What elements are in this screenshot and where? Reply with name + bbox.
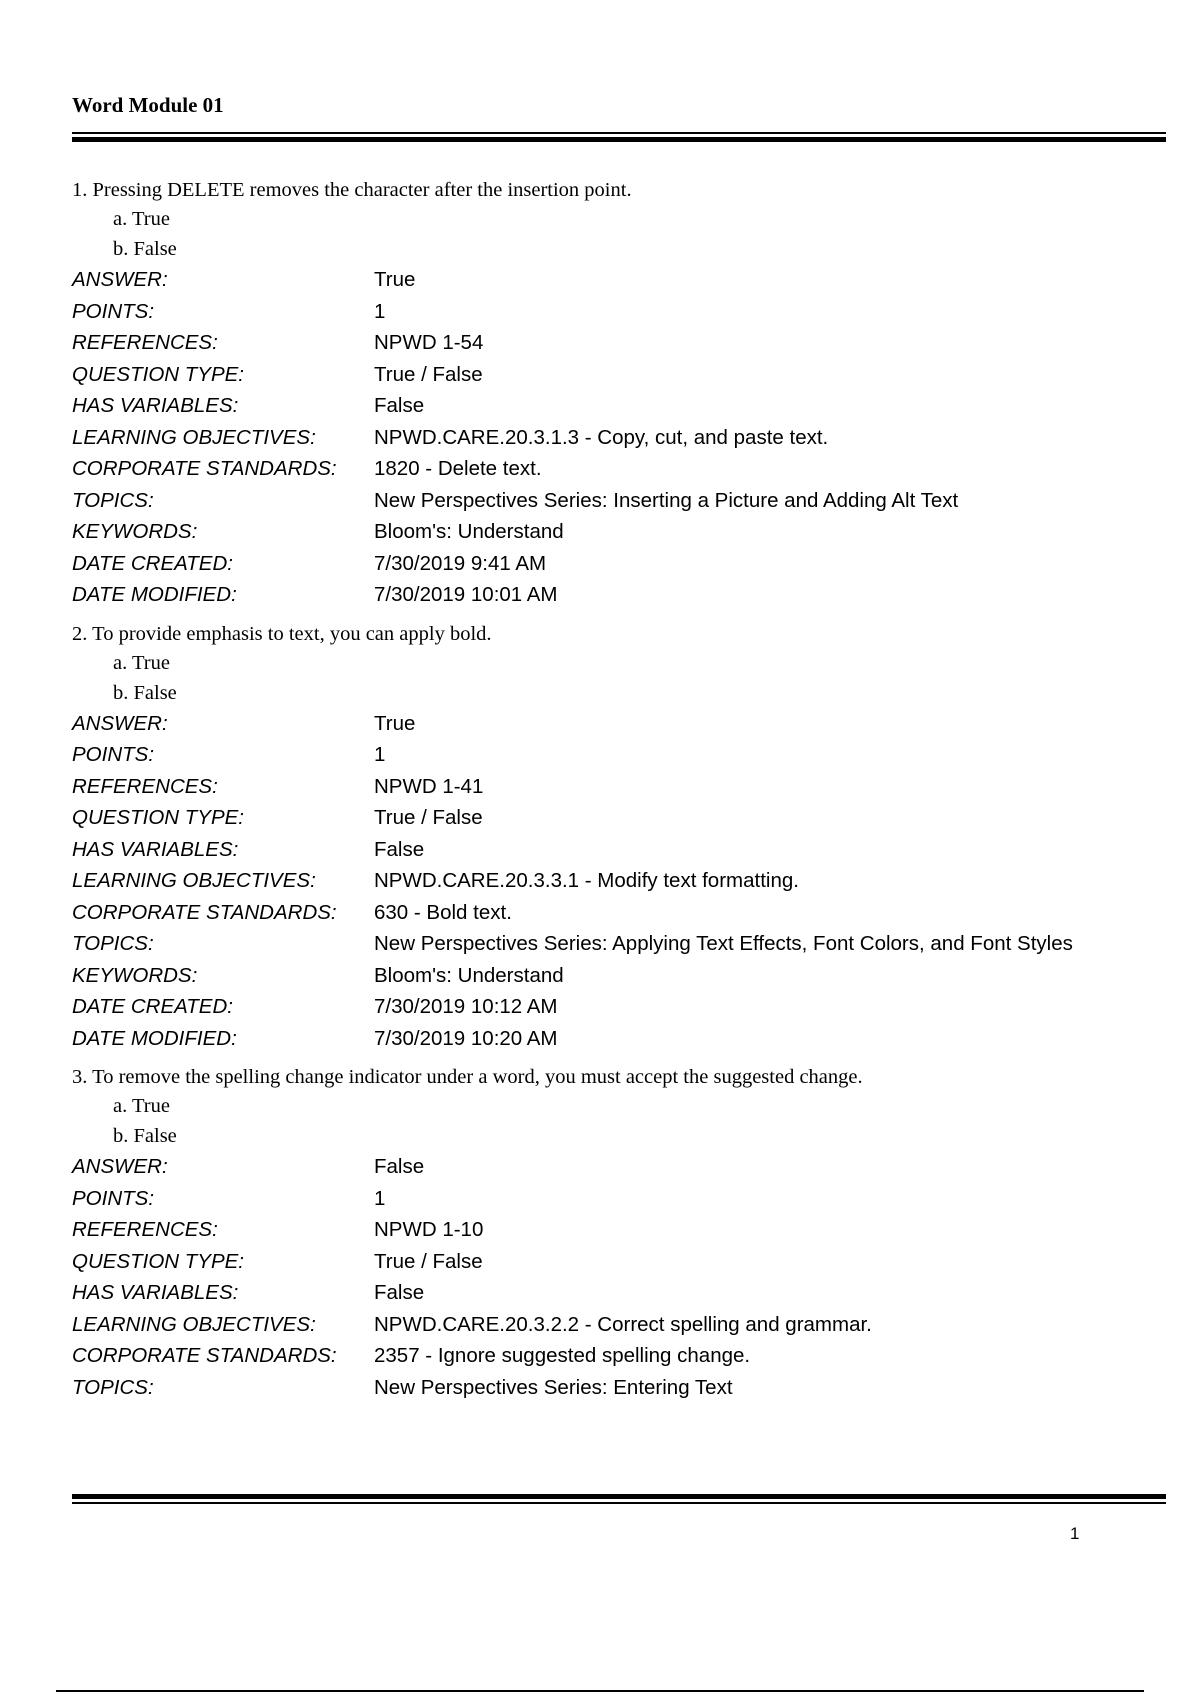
question-block [72,176,1166,611]
metadata-label: ANSWER: [72,1155,168,1178]
metadata-value: True / False [374,362,483,386]
metadata-value: Bloom's: Understand [374,520,564,543]
metadata-label: DATE MODIFIED: [72,583,237,606]
metadata-row [72,485,1166,517]
metadata-row [72,834,1166,866]
metadata-label: DATE CREATED: [72,995,233,1018]
metadata-value: False [374,1155,425,1178]
metadata-label: POINTS: [72,743,155,766]
page-number: 1 [1070,1524,1080,1543]
metadata-label: KEYWORDS: [72,520,198,543]
metadata-value: 7/30/2019 10:01 AM [374,583,558,606]
metadata-row [72,296,1166,328]
document-title: Word Module 01 [72,93,224,117]
page-footer [72,1494,1166,1504]
metadata-label: CORPORATE STANDARDS: [72,1344,337,1367]
metadata-value: False [374,1281,425,1304]
metadata-label: HAS VARIABLES: [72,837,239,861]
answer-choice: a. True [113,208,170,230]
answer-choice: b. False [113,681,177,704]
metadata-label: CORPORATE STANDARDS: [72,900,337,924]
metadata-label: LEARNING OBJECTIVES: [72,869,316,892]
metadata-value: 1 [374,743,386,766]
metadata-value: True [374,268,416,291]
metadata-label: POINTS: [72,1186,155,1210]
metadata-label: LEARNING OBJECTIVES: [72,1312,316,1336]
metadata-value: 1 [374,299,386,323]
metadata-label: TOPICS: [72,1375,154,1399]
footer-rule-thin [72,1502,1166,1504]
metadata-label: QUESTION TYPE: [72,1249,244,1273]
question-block [72,1063,1166,1403]
metadata-row [72,1023,1166,1055]
metadata-label: CORPORATE STANDARDS: [72,457,337,480]
page-bottom-line [56,1690,1144,1692]
metadata-row [72,516,1166,548]
question-stem: 1. Pressing DELETE removes the character after the insertion point. [72,179,632,201]
metadata-row [72,422,1166,454]
metadata-row [72,1214,1166,1246]
metadata-value: False [374,394,425,417]
metadata-value: 7/30/2019 10:20 AM [374,1026,558,1050]
metadata-label: DATE CREATED: [72,551,233,575]
metadata-value: 2357 - Ignore suggested spelling change. [374,1344,751,1367]
metadata-value: 1820 - Delete text. [374,457,542,480]
metadata-row [72,359,1166,391]
metadata-row [72,739,1166,771]
answer-choice: b. False [113,1125,177,1147]
question-stem: 2. To provide emphasis to text, you can apply bold. [72,622,492,645]
question-stem: 3. To remove the spelling change indicator under a word, you must accept the suggested change. [72,1066,863,1088]
metadata-value: New Perspectives Series: Inserting a Picture and Adding Alt Text [374,488,959,512]
metadata-label: TOPICS: [72,932,154,955]
metadata-value: True / False [374,1249,483,1273]
metadata-value: 1 [374,1186,386,1210]
metadata-label: QUESTION TYPE: [72,362,244,386]
metadata-value: NPWD.CARE.20.3.3.1 - Modify text formatting. [374,869,799,892]
metadata-label: POINTS: [72,299,155,323]
metadata-label: ANSWER: [72,268,168,291]
metadata-label: REFERENCES: [72,331,218,354]
metadata-label: KEYWORDS: [72,963,198,987]
metadata-value: True / False [374,806,483,829]
metadata-label: QUESTION TYPE: [72,806,244,829]
metadata-row [72,991,1166,1023]
metadata-value: Bloom's: Understand [374,963,564,987]
header-rule-thick [72,137,1166,142]
metadata-value: True [374,711,416,735]
metadata-row [72,264,1166,296]
metadata-row [72,897,1166,929]
metadata-row [72,1246,1166,1278]
metadata-value: NPWD.CARE.20.3.2.2 - Correct spelling and grammar. [374,1312,872,1336]
metadata-row [72,453,1166,485]
metadata-value: NPWD.CARE.20.3.1.3 - Copy, cut, and paste text. [374,425,829,449]
metadata-value: New Perspectives Series: Applying Text Effects, Font Colors, and Font Styles [374,932,1073,955]
metadata-row [72,1151,1166,1183]
page-header [72,92,1166,142]
metadata-value: False [374,837,425,861]
metadata-value: 7/30/2019 9:41 AM [374,551,547,575]
metadata-value: 630 - Bold text. [374,900,512,924]
metadata-row [72,802,1166,834]
metadata-row [72,579,1166,611]
metadata-row [72,865,1166,897]
metadata-value: NPWD 1-41 [374,774,484,798]
metadata-value: NPWD 1-10 [374,1218,484,1241]
metadata-value: NPWD 1-54 [374,331,484,354]
question-list [72,176,1166,1412]
metadata-label: TOPICS: [72,488,154,512]
metadata-label: ANSWER: [72,711,168,735]
answer-choice: b. False [113,238,177,260]
metadata-label: LEARNING OBJECTIVES: [72,425,316,449]
metadata-row [72,1277,1166,1309]
metadata-row [72,548,1166,580]
metadata-label: HAS VARIABLES: [72,394,239,417]
metadata-row [72,928,1166,960]
metadata-row [72,960,1166,992]
answer-choice: a. True [113,1095,170,1117]
metadata-row [72,771,1166,803]
answer-choice: a. True [113,651,170,674]
metadata-label: DATE MODIFIED: [72,1026,237,1050]
metadata-row [72,1340,1166,1372]
metadata-label: HAS VARIABLES: [72,1281,239,1304]
metadata-value: 7/30/2019 10:12 AM [374,995,558,1018]
metadata-row [72,708,1166,740]
question-block [72,620,1166,1055]
metadata-label: REFERENCES: [72,1218,218,1241]
metadata-row [72,1183,1166,1215]
metadata-label: REFERENCES: [72,774,218,798]
metadata-row [72,1372,1166,1404]
metadata-value: New Perspectives Series: Entering Text [374,1375,733,1399]
metadata-row [72,327,1166,359]
metadata-row [72,1309,1166,1341]
metadata-row [72,390,1166,422]
